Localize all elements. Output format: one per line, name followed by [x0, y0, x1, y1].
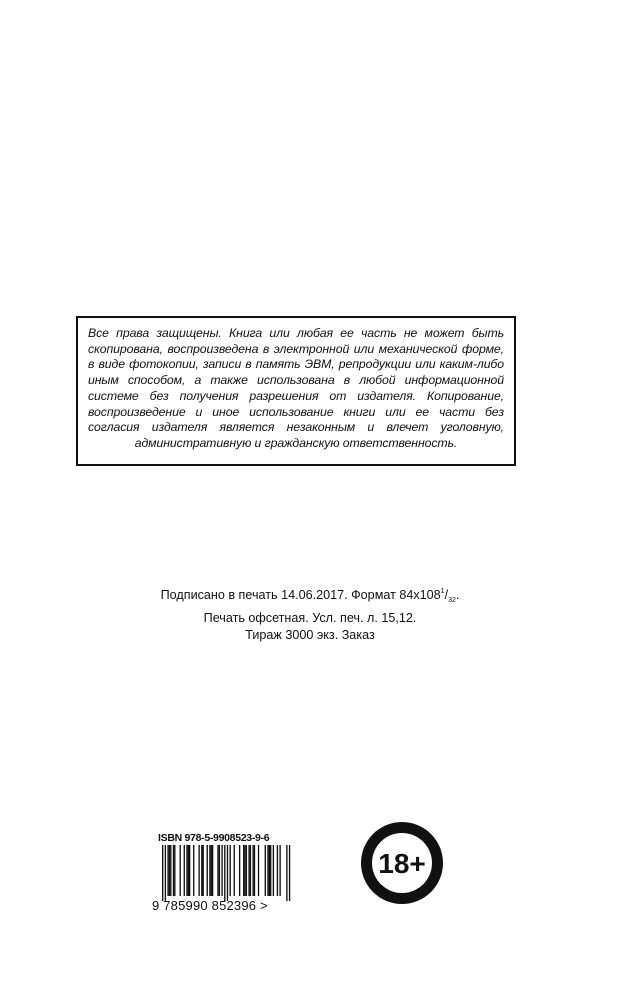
barcode-bar — [265, 845, 266, 896]
barcode-bar — [269, 845, 270, 896]
format-slash: / — [444, 588, 449, 602]
barcode-bar — [289, 845, 290, 901]
barcode-bar — [167, 845, 168, 896]
format-numerator: 1 — [440, 588, 445, 595]
barcode-bar — [254, 845, 255, 896]
isbn-label: ISBN 978-5-9908523-9-6 — [158, 832, 270, 844]
imprint-line-2: Печать офсетная. Усл. печ. л. 15,12. — [203, 610, 417, 625]
barcode-bar — [212, 845, 213, 896]
format-denominator: 32 — [448, 597, 456, 604]
barcode-bar — [244, 845, 245, 896]
barcode-bar — [184, 845, 185, 896]
barcode-bar — [180, 845, 181, 896]
barcode-bar — [188, 845, 189, 896]
age-rating-badge — [359, 820, 445, 906]
barcode-bar — [186, 845, 187, 896]
barcode-bar — [189, 845, 190, 896]
barcode-bar — [258, 845, 259, 896]
barcode-bar — [250, 845, 251, 896]
age-rating-label: 18+ — [378, 848, 426, 879]
copyright-notice-box — [76, 316, 516, 466]
copyright-notice-text: Все права защищены. Книга или любая ее часть не может быть скопирована, воспроизведена в электронной или механической форме, в виде фотокопии, записи в память ЭВМ, репродукции или каким-либо иным способом, а также использована в любой информационной системе без получения разрешения от издателя. Копирование, воспроизведение и иное использование книги или ее части без согласия издателя является незаконным и влечет уголовную, административную и гражданскую ответственность. — [88, 326, 504, 450]
barcode-bar — [211, 845, 212, 896]
barcode-bar — [230, 845, 231, 896]
imprint-info — [110, 583, 510, 645]
barcode-bar — [243, 845, 244, 896]
barcode-bar — [273, 845, 274, 896]
barcode-bar — [252, 845, 253, 896]
barcode-bar — [221, 845, 222, 896]
barcode-bar — [279, 845, 280, 896]
barcode-bar — [170, 845, 171, 896]
barcode-bar — [203, 845, 204, 896]
barcode-bar — [173, 845, 174, 896]
barcode-bar — [219, 845, 220, 896]
barcode-bar — [207, 845, 208, 896]
barcode-bar — [165, 845, 166, 901]
barcode-bar — [162, 845, 163, 901]
barcode-bar — [246, 845, 247, 896]
imprint-line-3: Тираж 3000 экз. Заказ — [245, 628, 375, 642]
barcode-bar — [217, 845, 218, 896]
barcode-bar — [227, 845, 228, 901]
barcode-bar — [169, 845, 170, 896]
barcode-bar — [267, 845, 268, 896]
barcode-bar — [201, 845, 202, 896]
barcode-bar — [270, 845, 271, 896]
barcode-bar — [193, 845, 194, 896]
barcode-bar — [209, 845, 210, 896]
barcode-bar — [277, 845, 278, 896]
age-rating-seal — [359, 820, 445, 906]
barcode-digits: 9 785990 852396 > — [152, 898, 268, 913]
barcode — [152, 845, 292, 901]
barcode-bar — [286, 845, 287, 901]
isbn-barcode-block — [152, 832, 312, 916]
barcode-bar — [239, 845, 240, 896]
barcode-bar — [224, 845, 225, 901]
barcode-bar — [174, 845, 175, 896]
barcode-bar — [198, 845, 199, 896]
imprint-line-1: Подписано в печать 14.06.2017. Формат $84х108^1/_{32}$. — [160, 588, 460, 604]
barcode-bar — [234, 845, 235, 896]
barcode-bar — [248, 845, 249, 896]
